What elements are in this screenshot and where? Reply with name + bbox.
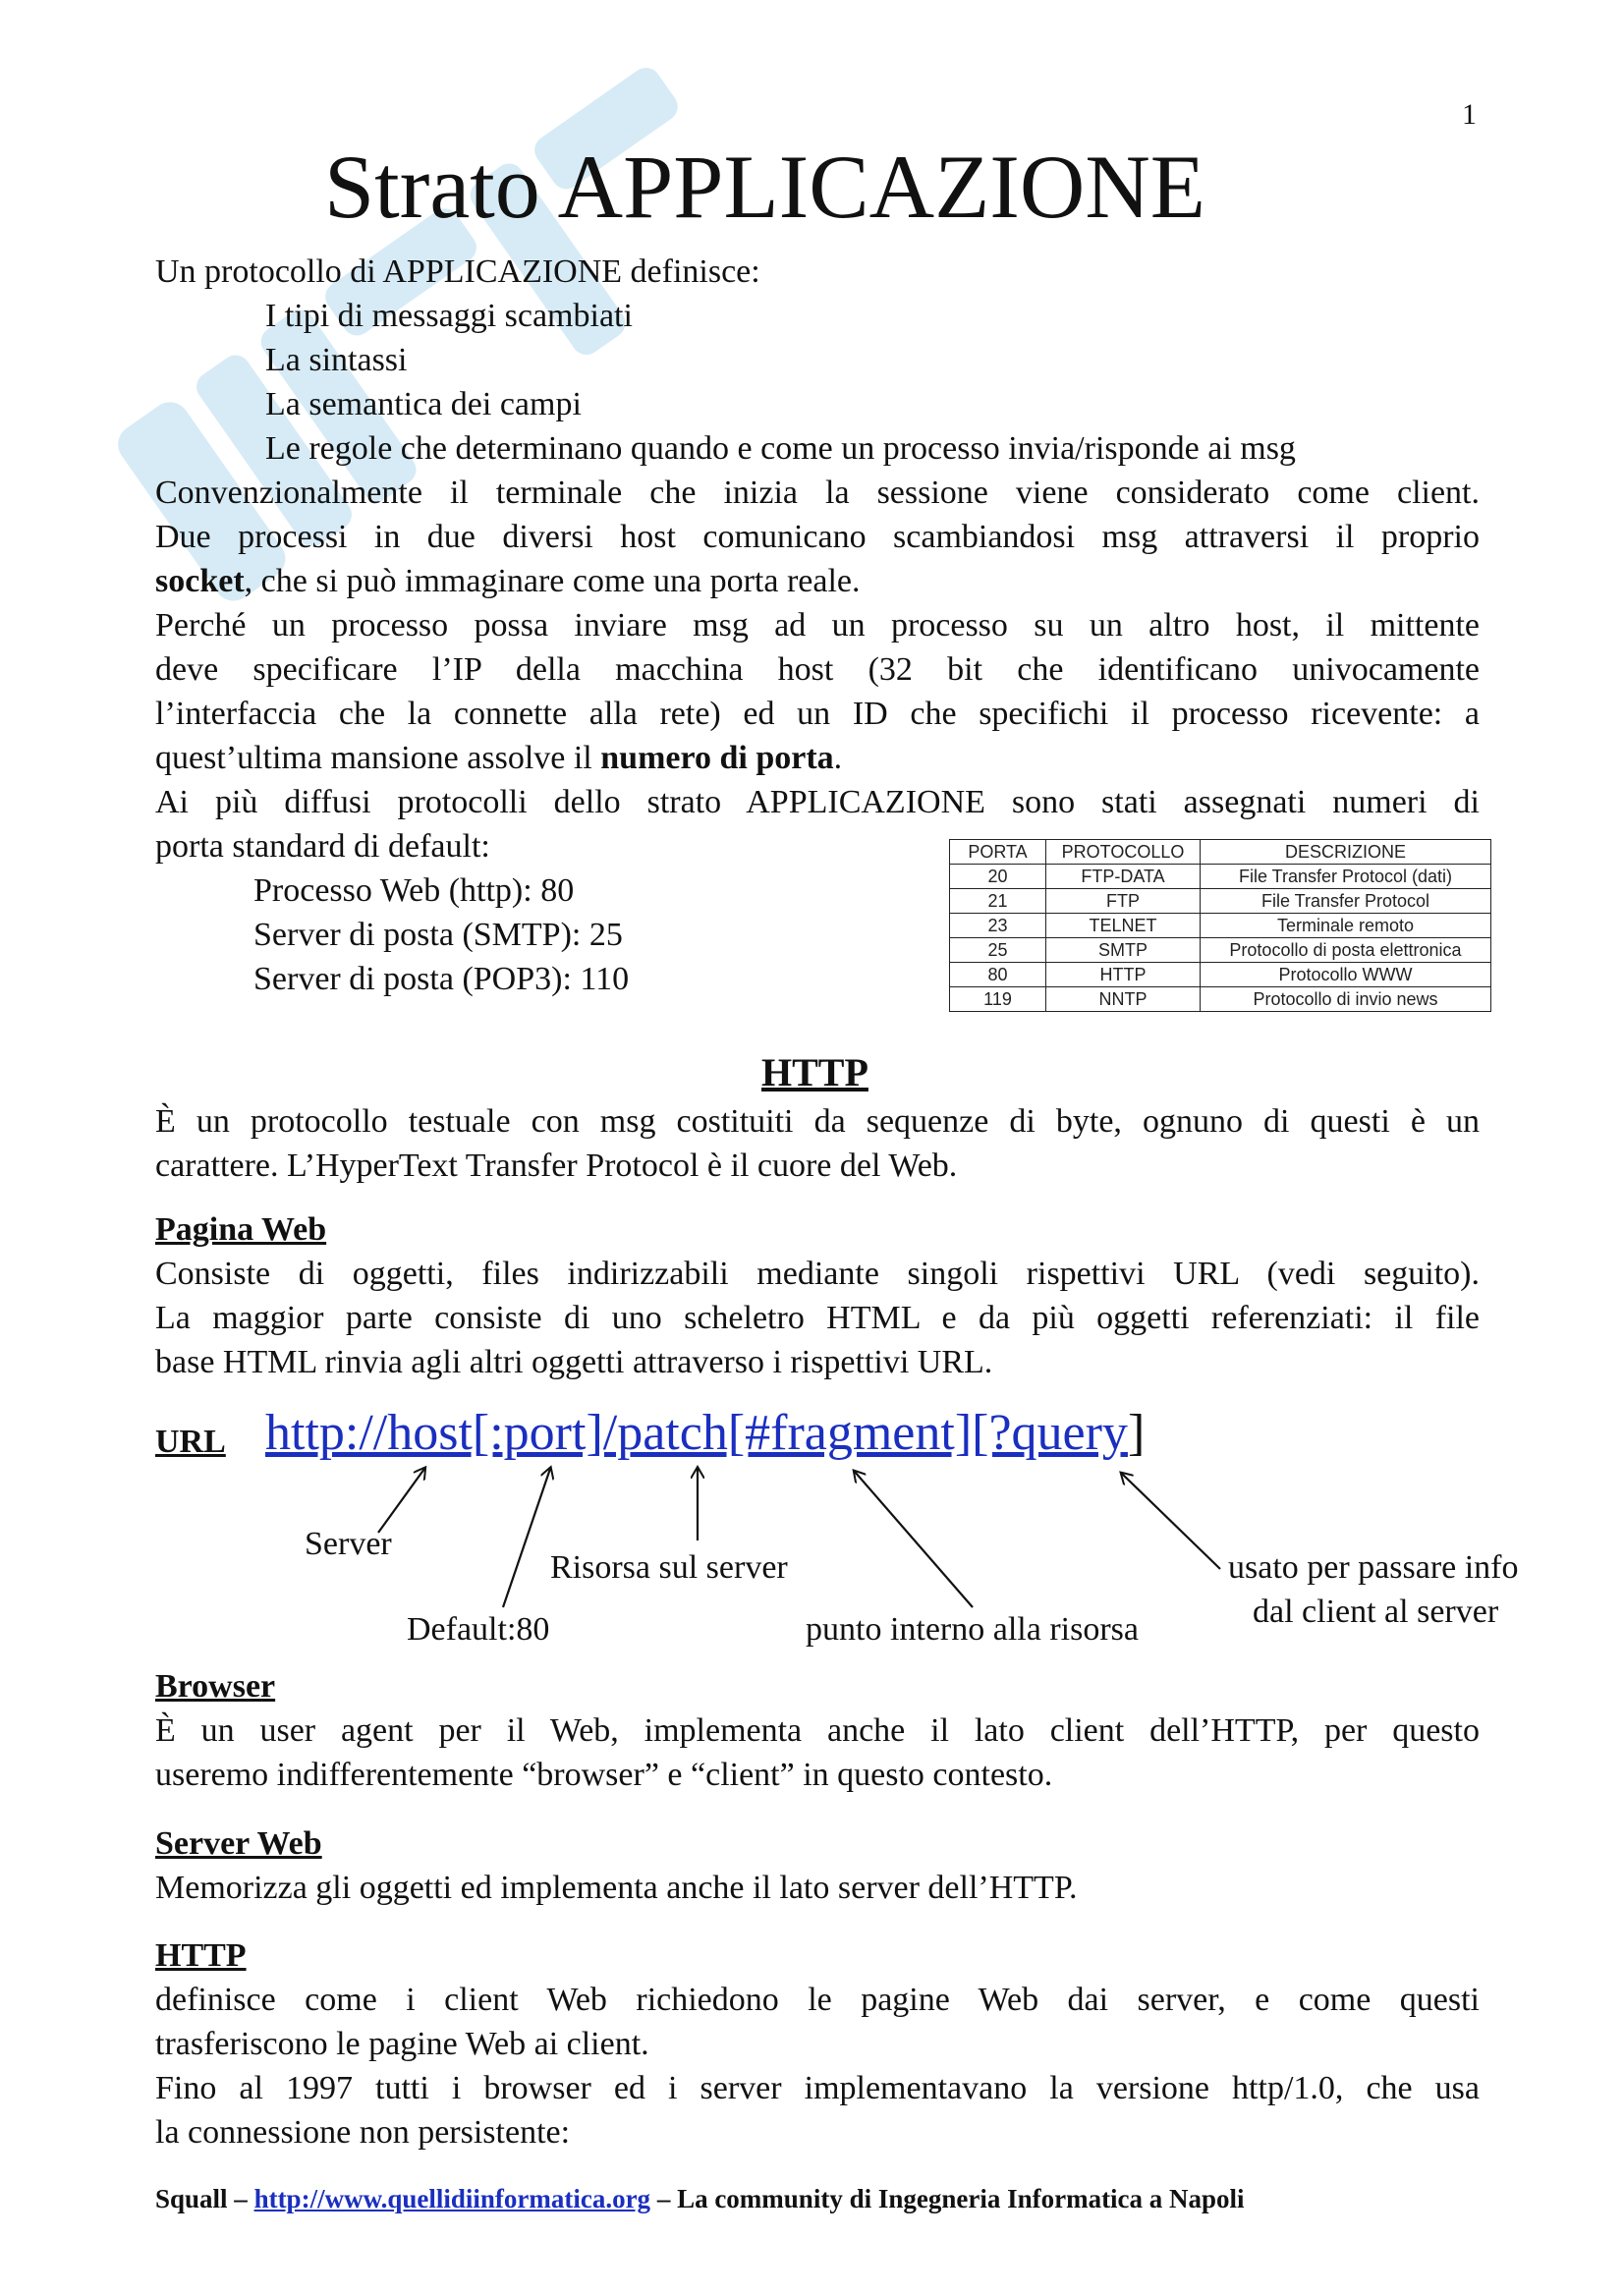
- arrow-punto: [855, 1472, 973, 1607]
- socket-paragraph-line: socket, che si può immaginare come una porta reale.: [155, 563, 861, 599]
- server-web-line: Memorizza gli oggetti ed implementa anche il lato server dell’HTTP.: [155, 1870, 1078, 1906]
- page-title: Strato APPLICAZIONE: [324, 137, 1205, 237]
- url-note-query: dal client al server: [1253, 1594, 1499, 1630]
- pagina-web-line: La maggior parte consiste di uno scheletro HTML e da più oggetti referenziati: il file: [155, 1300, 1480, 1336]
- default-port-item: Server di posta (SMTP): 25: [253, 917, 623, 953]
- ip-paragraph-line: Perché un processo possa inviare msg ad un processo su un altro host, il mittente: [155, 607, 1480, 644]
- intro-item: La sintassi: [265, 342, 408, 378]
- url-note-server: Server: [305, 1526, 392, 1562]
- server-web-heading: Server Web: [155, 1825, 322, 1862]
- http2-line: trasferiscono le pagine Web ai client.: [155, 2026, 649, 2062]
- table-row: 80 HTTP Protocollo WWW: [950, 963, 1491, 987]
- table-row: 21 FTP File Transfer Protocol: [950, 889, 1491, 914]
- ip-paragraph-line: l’interfaccia che la connette alla rete) ed un ID che specifichi il processo ricevente: a: [155, 696, 1480, 732]
- table-header: DESCRIZIONE: [1201, 840, 1491, 865]
- port-number-term: numero di porta: [600, 740, 834, 776]
- table-header: PORTA: [950, 840, 1046, 865]
- arrow-default: [503, 1469, 550, 1607]
- page-number: 1: [1462, 98, 1477, 131]
- socket-term: socket: [155, 563, 245, 599]
- ip-paragraph-line: quest’ultima mansione assolve il numero di porta.: [155, 740, 843, 776]
- table-row: 119 NNTP Protocollo di invio news: [950, 987, 1491, 1012]
- footer: [155, 2182, 1245, 2215]
- pagina-web-line: base HTML rinvia agli altri oggetti attraverso i rispettivi URL.: [155, 1344, 993, 1380]
- http2-line: Fino al 1997 tutti i browser ed i server implementavano la versione http/1.0, che usa: [155, 2070, 1480, 2106]
- footer-author: Squall –: [155, 2184, 254, 2213]
- ports-paragraph-line: porta standard di default:: [155, 828, 490, 865]
- intro-item: I tipi di messaggi scambiati: [265, 298, 633, 334]
- default-port-item: Server di posta (POP3): 110: [253, 961, 630, 997]
- pagina-web-line: Consiste di oggetti, files indirizzabili mediante singoli rispettivi URL (vedi seguito).: [155, 1256, 1480, 1292]
- intro-lead: Un protocollo di APPLICAZIONE definisce:: [155, 253, 760, 290]
- http-heading: HTTP: [761, 1050, 868, 1094]
- arrow-query: [1122, 1474, 1220, 1569]
- default-port-item: Processo Web (http): 80: [253, 872, 575, 909]
- table-header: PROTOCOLLO: [1046, 840, 1201, 865]
- http2-heading: HTTP: [155, 1937, 247, 1974]
- url-template-link[interactable]: http://host[:port]/patch[#fragment][?query: [265, 1405, 1128, 1461]
- http-intro-line: È un protocollo testuale con msg costituiti da sequenze di byte, ognuno di questi è un: [155, 1103, 1480, 1140]
- url-template[interactable]: http://host[:port]/patch[#fragment][?query]: [265, 1405, 1146, 1461]
- intro-item: La semantica dei campi: [265, 386, 582, 422]
- browser-heading: Browser: [155, 1668, 276, 1705]
- url-note-default: Default:80: [407, 1611, 550, 1648]
- ports-paragraph-line: Ai più diffusi protocolli dello strato APPLICAZIONE sono stati assegnati numeri di: [155, 784, 1480, 820]
- http2-line: definisce come i client Web richiedono le pagine Web dai server, e come questi: [155, 1982, 1480, 2018]
- table-row: 25 SMTP Protocollo di posta elettronica: [950, 938, 1491, 963]
- socket-paragraph-line: Due processi in due diversi host comunicano scambiandosi msg attraversi il proprio: [155, 519, 1480, 555]
- url-label: URL: [155, 1424, 226, 1460]
- browser-line: useremo indifferentemente “browser” e “client” in questo contesto.: [155, 1757, 1053, 1793]
- table-row: 20 FTP-DATA File Transfer Protocol (dati): [950, 865, 1491, 889]
- http2-line: la connessione non persistente:: [155, 2114, 571, 2151]
- client-paragraph: Convenzionalmente il terminale che inizia la sessione viene considerato come client.: [155, 475, 1480, 511]
- url-note-risorsa: Risorsa sul server: [550, 1549, 788, 1586]
- table-row: 23 TELNET Terminale remoto: [950, 914, 1491, 938]
- pagina-web-heading: Pagina Web: [155, 1211, 327, 1248]
- intro-item: Le regole che determinano quando e come un processo invia/risponde ai msg: [265, 430, 1296, 467]
- footer-tail: – La community di Ingegneria Informatica a Napoli: [650, 2184, 1245, 2213]
- ip-paragraph-line: deve specificare l’IP della macchina host (32 bit che identificano univocamente: [155, 651, 1480, 688]
- http-intro-line: carattere. L’HyperText Transfer Protocol è il cuore del Web.: [155, 1148, 958, 1184]
- footer-link[interactable]: http://www.quellidiinformatica.org: [253, 2184, 651, 2213]
- url-note-query: usato per passare info: [1228, 1549, 1519, 1586]
- browser-line: È un user agent per il Web, implementa anche il lato client dell’HTTP, per questo: [155, 1712, 1480, 1749]
- url-note-punto: punto interno alla risorsa: [806, 1611, 1139, 1648]
